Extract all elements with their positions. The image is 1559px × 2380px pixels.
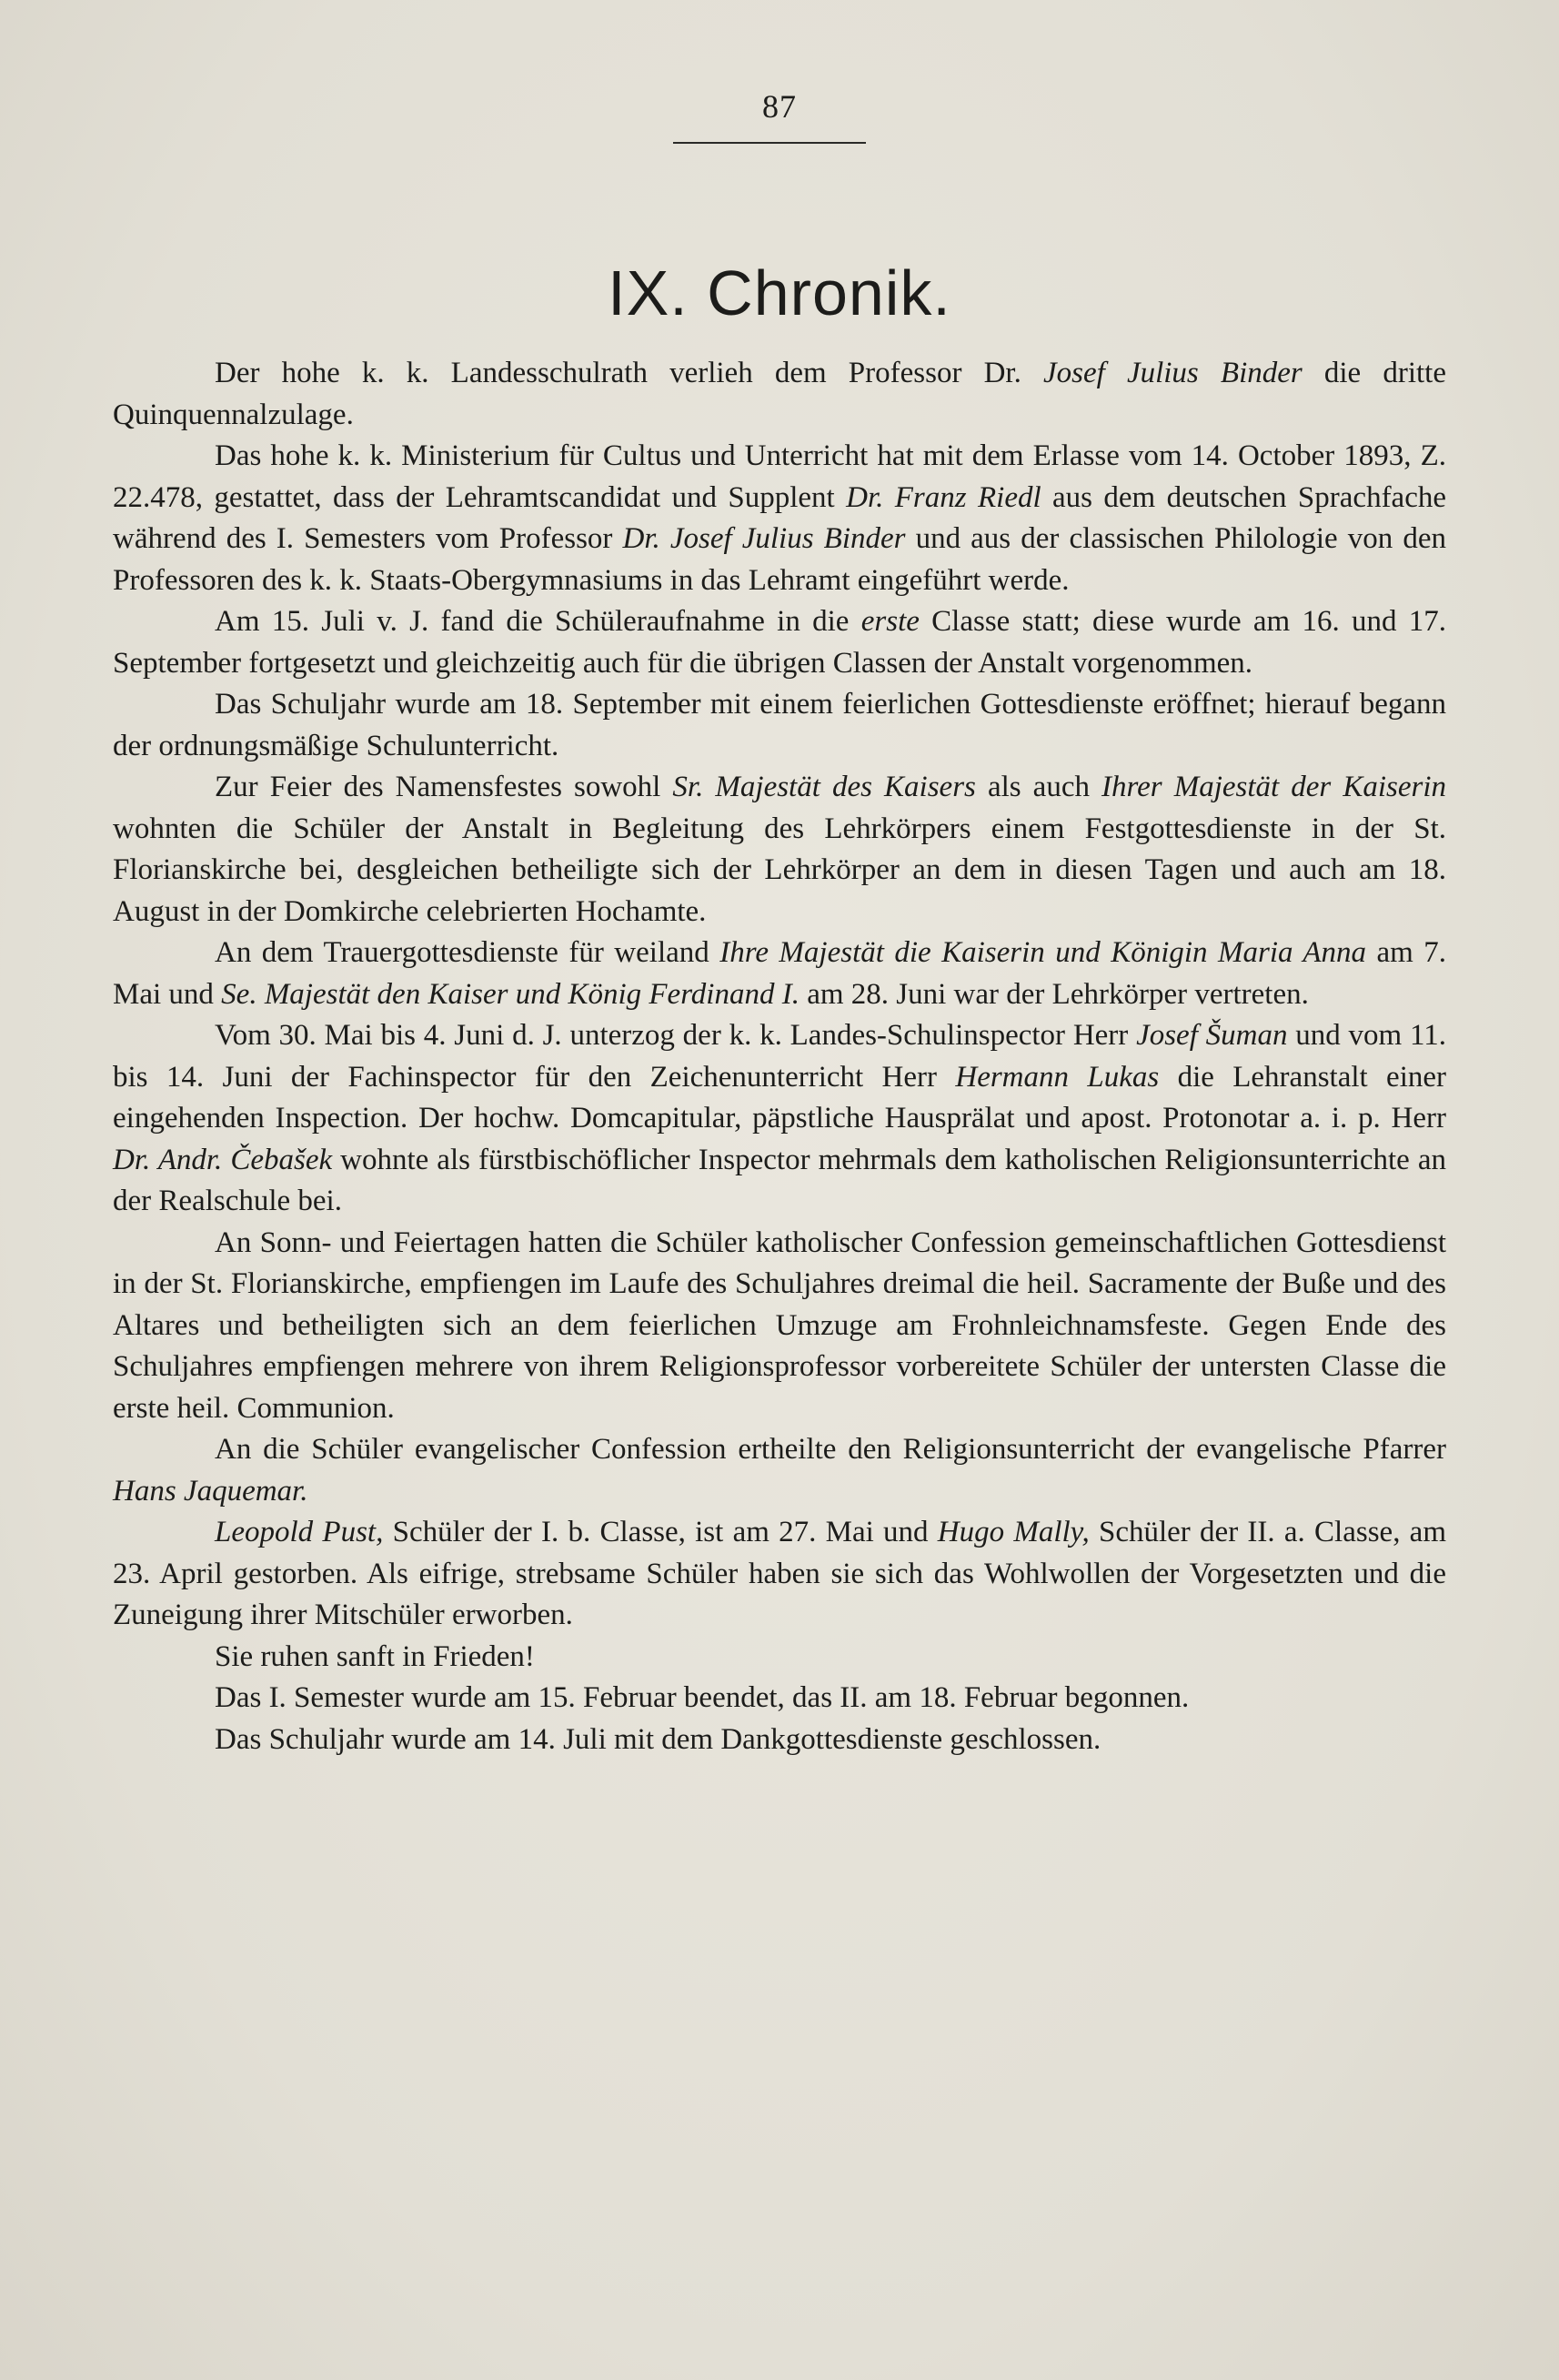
royal-title: Se. Majestät den Kaiser und König Ferdinand I. [221,977,800,1011]
paragraph-inspection: Vom 30. Mai bis 4. Juni d. J. unterzog der k. k. Landes-Schulinspector Herr Josef Šuman und vom 11. bis 14. Juni der Fachinspector für den Zeichenunterricht Herr Hermann Lukas die Lehranstalt einer eingehenden Inspection. Der hochw. Domcapitular, päpstliche Hausprälat und apost. Protonotar a. i. p. Herr Dr. Andr. Čebašek wohnte als fürstbischöflicher Inspector mehrmals dem katholischen Religionsunterrichte an der Realschule bei. [113,1019,1446,1217]
chapter-title: IX. Chronik. [608,257,951,328]
person-name: Josef Šuman [1136,1019,1288,1052]
person-name: Hans Jaquemar. [113,1474,308,1508]
paragraph-protestant-instruction: An die Schüler evangelischer Confession ertheilte den Religionsunterricht der evangelische Pfarrer Hans Jaquemar. [113,1433,1446,1508]
paragraph-school-year-opening: Das Schuljahr wurde am 18. September mit einem feierlichen Gottesdienste eröffnet; hierauf begann der ordnungsmäßige Schulunterricht. [113,688,1446,762]
person-name: Hugo Mally, [937,1516,1090,1548]
paragraph-memorial-service: An dem Trauergottesdienste für weiland Ihre Majestät die Kaiserin und Königin Maria Anna am 7. Mai und Se. Majestät den Kaiser und König Ferdinand I. am 28. Juni war der Lehrkörper vertreten. [113,936,1446,1011]
person-name: Dr. Andr. Čebašek [113,1143,333,1176]
person-name: Hermann Lukas [955,1060,1160,1094]
person-name: Josef Julius Binder [1043,357,1303,389]
paragraph-quinquennial-bonus: Der hohe k. k. Landesschulrath verlieh dem Professor Dr. Josef Julius Binder die dritte Quinquennalzulage. [113,357,1446,431]
chronicle-body [113,353,1446,1760]
person-name: Dr. Josef Julius Binder [622,522,906,555]
paragraph-rest-in-peace: Sie ruhen sanft in Frieden! [215,1639,535,1673]
royal-title: Ihre Majestät die Kaiserin und Königin Maria Anna [719,936,1367,969]
person-name: Leopold Pust, [215,1516,384,1548]
paragraph-name-day-celebration: Zur Feier des Namensfestes sowohl Sr. Majestät des Kaisers als auch Ihrer Majestät der Kaiserin wohnten die Schüler der Anstalt in Begleitung des Lehrkörpers einem Festgottesdienste in der St. Florianskirche bei, desgleichen betheiligte sich der Lehrkörper an dem in diesen Tagen und auch am 18. August in der Domkirche celebrierten Hochamte. [113,771,1447,928]
page-number-rule [673,142,866,144]
paragraph-obituary: Leopold Pust, Schüler der I. b. Classe, ist am 27. Mai und Hugo Mally, Schüler der II. a. Classe, am 23. April gestorben. Als eifrige, strebsame Schüler haben sie sich das Wohlwollen der Vorgesetzten und die Zuneigung ihrer Mitschüler erworben. [113,1516,1447,1631]
paragraph-teacher-training: Das hohe k. k. Ministerium für Cultus und Unterricht hat mit dem Erlasse vom 14. October 1893, Z. 22.478, gestattet, dass der Lehramtscandidat und Supplent Dr. Franz Riedl aus dem deutschen Sprachfache während des I. Semesters vom Professor Dr. Josef Julius Binder und aus der classischen Philologie von den Professoren des k. k. Staats-Obergymnasiums in das Lehramt eingeführt werde. [113,439,1447,597]
paragraph-semester-dates: Das I. Semester wurde am 15. Februar beendet, das II. am 18. Februar begonnen. [215,1681,1190,1714]
royal-title: Ihrer Majestät der Kaiserin [1101,771,1447,803]
paragraph-catholic-services: An Sonn- und Feiertagen hatten die Schüler katholischer Confession gemeinschaftlichen Gottesdienst in der St. Florianskirche, empfiengen im Laufe des Schuljahres dreimal die heil. Sacramente der Buße und des Altares und betheiligten sich an dem feierlichen Umzuge am Frohnleichnamsfeste. Gegen Ende des Schuljahres empfiengen mehrere von ihrem Religionsprofessor vorbereitete Schüler der untersten Classe die erste heil. Communion. [113,1225,1446,1425]
page-number: 87 [762,88,797,125]
paragraph-admission: Am 15. Juli v. J. fand die Schüleraufnahme in die erste Classe statt; diese wurde am 16. und 17. September fortgesetzt und gleichzeitig auch für die übrigen Classen der Anstalt vorgenommen. [113,605,1447,680]
emphasis: erste [860,605,920,638]
royal-title: Sr. Majestät des Kaisers [672,771,976,803]
person-name: Dr. Franz Riedl [846,480,1041,514]
paragraph-school-year-closing: Das Schuljahr wurde am 14. Juli mit dem Dankgottesdienste geschlossen. [215,1722,1101,1756]
